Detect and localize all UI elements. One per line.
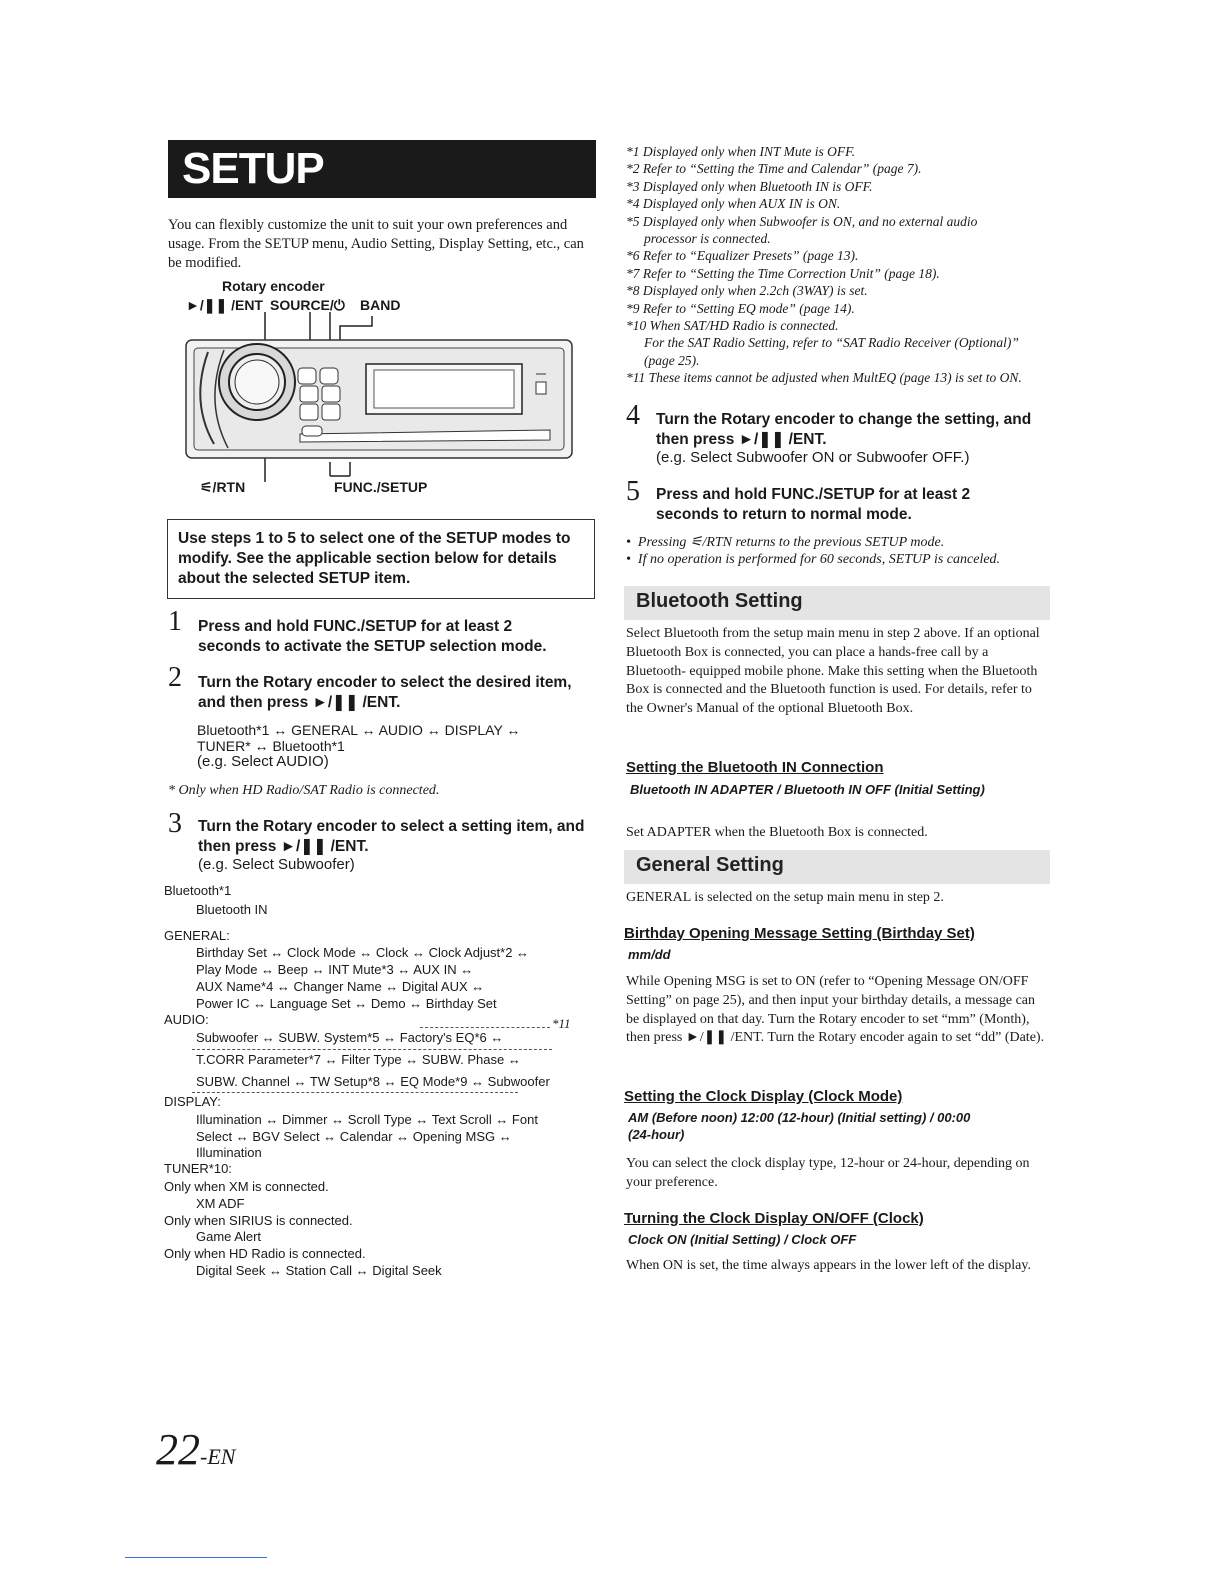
footer-rule	[125, 1557, 267, 1558]
step-number: 5	[626, 476, 640, 507]
step-number: 1	[168, 606, 182, 637]
step4-example: (e.g. Select Subwoofer ON or Subwoofer OFF.)	[656, 449, 970, 466]
section-banner	[168, 140, 596, 198]
bluetooth-in-body: Set ADAPTER when the Bluetooth Box is connected.	[626, 825, 928, 840]
birthday-body: While Opening MSG is set to ON (refer to “Opening Message ON/OFF Setting” on page 25), and then input your birthday details, a message can be displayed on that day. Turn the Rotary encoder to set “mm” (Month), then press ►/❚❚ /ENT. Turn the Rotary encoder again to set “dd” (Date).	[626, 974, 1045, 1046]
footnote: *1 Displayed only when INT Mute is OFF.	[626, 144, 855, 159]
tree-tuner-line: Only when XM is connected.	[164, 1179, 329, 1194]
bluetooth-in-title: Setting the Bluetooth IN Connection	[626, 759, 884, 776]
tree-general-item: Play Mode ↔ Beep ↔ INT Mute*3 ↔ AUX IN ↔	[196, 962, 474, 977]
page-suffix: -EN	[200, 1444, 236, 1469]
bluetooth-in-options: Bluetooth IN ADAPTER / Bluetooth IN OFF (Initial Setting)	[630, 782, 985, 797]
instructions-box	[167, 519, 595, 599]
bluetooth-body: Select Bluetooth from the setup main menu in step 2 above. If an optional Bluetooth Box is connected, you can place a hands-free call by a Bluetooth- equipped mobile phone. Make this setting when the Bluetooth Box is connected and the Bluetooth function is used. For details, refer to the Owner's Manual of the optional Bluetooth Box.	[626, 626, 1040, 717]
tree-general-item: Birthday Set ↔ Clock Mode ↔ Clock ↔ Clock Adjust*2 ↔	[196, 945, 530, 960]
dashed-divider	[192, 1092, 518, 1093]
page-number-value: 22	[156, 1425, 200, 1474]
footnote: *7 Refer to “Setting the Time Correction Unit” (page 18).	[626, 265, 940, 281]
tree-bluetooth-in: Bluetooth IN	[196, 902, 268, 917]
step-number: 4	[626, 400, 640, 431]
tree-general-item: AUX Name*4 ↔ Changer Name ↔ Digital AUX ↔	[196, 979, 485, 994]
footnote: *3 Displayed only when Bluetooth IN is OFF.	[626, 178, 873, 194]
step2-example: (e.g. Select AUDIO)	[197, 753, 329, 770]
general-body: GENERAL is selected on the setup main menu in step 2.	[626, 890, 944, 905]
footnotes	[626, 143, 1066, 387]
step-text: Press and hold FUNC./SETUP for at least 2 seconds to return to normal mode.	[656, 486, 971, 523]
tree-bluetooth: Bluetooth*1	[164, 883, 232, 898]
step-number: 3	[168, 808, 182, 839]
bullet-text: Pressing ⚟/RTN returns to the previous SETUP mode.	[637, 535, 945, 550]
section-header-general	[624, 850, 1050, 884]
tree-tuner: TUNER*10:	[164, 1161, 232, 1176]
tree-audio-item: SUBW. Channel ↔ TW Setup*8 ↔ EQ Mode*9 ↔ Subwoofer	[196, 1074, 550, 1089]
clock-body: When ON is set, the time always appears in the lower left of the display.	[626, 1258, 1031, 1273]
footnote: *2 Refer to “Setting the Time and Calendar” (page 7).	[626, 161, 922, 177]
footnote: *11 These items cannot be adjusted when MultEQ (page 13) is set to ON.	[626, 370, 1022, 386]
clock-title: Turning the Clock Display ON/OFF (Clock)	[624, 1210, 924, 1227]
tree-display: DISPLAY:	[164, 1094, 221, 1109]
step-text: Turn the Rotary encoder to change the setting, and then press ►/❚❚ /ENT.	[656, 411, 1032, 448]
tree-audio-note: *11	[552, 1016, 571, 1031]
step2-note: * Only when HD Radio/SAT Radio is connected.	[168, 783, 440, 798]
birthday-title: Birthday Opening Message Setting (Birthday Set)	[624, 925, 975, 942]
bullet-item: • If no operation is performed for 60 seconds, SETUP is canceled.	[626, 552, 1001, 567]
tree-general: GENERAL:	[164, 928, 230, 943]
bullet-text: If no operation is performed for 60 seconds, SETUP is canceled.	[637, 552, 1001, 567]
head-unit-diagram	[180, 312, 580, 482]
tree-tuner-line: Only when SIRIUS is connected.	[164, 1213, 353, 1228]
tree-audio: AUDIO:	[164, 1012, 209, 1027]
footnote: *8 Displayed only when 2.2ch (3WAY) is set.	[626, 283, 868, 299]
tree-display-item: Illumination ↔ Dimmer ↔ Scroll Type ↔ Text Scroll ↔ Font	[196, 1112, 538, 1127]
tree-tuner-line: XM ADF	[196, 1196, 245, 1211]
footnote: *6 Refer to “Equalizer Presets” (page 13).	[626, 248, 859, 264]
footnote: *5 Displayed only when Subwoofer is ON, and no external audio	[626, 213, 978, 229]
birthday-options: mm/dd	[628, 947, 671, 962]
clock-mode-body: You can select the clock display type, 12-hour or 24-hour, depending on your preference.	[626, 1156, 1030, 1190]
source-label: SOURCE/⏻	[270, 297, 345, 313]
footnote: *9 Refer to “Setting EQ mode” (page 14).	[626, 300, 855, 316]
band-label: BAND	[360, 297, 401, 313]
instructions-text: Use steps 1 to 5 to select one of the SETUP modes to modify. See the applicable section below for details about the selected SETUP item.	[178, 530, 571, 587]
tree-general-item: Power IC ↔ Language Set ↔ Demo ↔ Birthday Set	[196, 996, 497, 1011]
step-text: Turn the Rotary encoder to select a setting item, and then press ►/❚❚ /ENT.	[198, 818, 585, 855]
rotary-encoder-label: Rotary encoder	[222, 278, 325, 294]
footnote-continued: For the SAT Radio Setting, refer to “SAT Radio Receiver (Optional)”	[644, 335, 1019, 351]
dashed-divider	[192, 1049, 552, 1050]
footnote-continued: (page 25).	[644, 352, 700, 368]
play-ent-label: ►/❚❚ /ENT	[186, 297, 263, 313]
tree-tuner-line: Digital Seek ↔ Station Call ↔ Digital Seek	[196, 1263, 442, 1278]
tree-audio-item: T.CORR Parameter*7 ↔ Filter Type ↔ SUBW. Phase ↔	[196, 1052, 521, 1067]
tree-tuner-line: Only when HD Radio is connected.	[164, 1246, 366, 1261]
step-text: Press and hold FUNC./SETUP for at least 2 seconds to activate the SETUP selection mode.	[198, 618, 547, 655]
step-number: 2	[168, 662, 182, 693]
intro-text: You can flexibly customize the unit to suit your own preferences and usage. From the SETUP menu, Audio Setting, Display Setting, etc., can be modified.	[168, 217, 584, 271]
dashed-divider	[420, 1027, 550, 1028]
step2-cycle-line: TUNER* ↔ Bluetooth*1	[197, 738, 345, 754]
rtn-label: ⚟/RTN	[200, 479, 246, 495]
section-header-bluetooth	[624, 586, 1050, 620]
clock-options: Clock ON (Initial Setting) / Clock OFF	[628, 1232, 857, 1247]
footnote: *10 When SAT/HD Radio is connected.	[626, 318, 839, 334]
tree-audio-item: Subwoofer ↔ SUBW. System*5 ↔ Factory's EQ*6 ↔	[196, 1030, 504, 1045]
bullet-item: • Pressing ⚟/RTN returns to the previous SETUP mode.	[626, 535, 945, 550]
func-setup-label: FUNC./SETUP	[334, 479, 428, 495]
tree-display-item: Illumination	[196, 1145, 262, 1160]
footnote-continued: processor is connected.	[644, 231, 771, 247]
tree-display-item: Select ↔ BGV Select ↔ Calendar ↔ Opening MSG ↔	[196, 1129, 512, 1144]
footnote: *4 Displayed only when AUX IN is ON.	[626, 196, 841, 212]
step2-cycle-line: Bluetooth*1 ↔ GENERAL ↔ AUDIO ↔ DISPLAY ↔	[197, 722, 521, 738]
tree-tuner-line: Game Alert	[196, 1229, 262, 1244]
section-title: Bluetooth Setting	[636, 590, 803, 612]
step3-example: (e.g. Select Subwoofer)	[198, 856, 355, 873]
step-text: Turn the Rotary encoder to select the desired item, and then press ►/❚❚ /ENT.	[198, 674, 572, 711]
section-title: General Setting	[636, 854, 784, 876]
clock-mode-options: AM (Before noon) 12:00 (12-hour) (Initial setting) / 00:00 (24-hour)	[628, 1110, 971, 1142]
clock-mode-title: Setting the Clock Display (Clock Mode)	[624, 1088, 903, 1105]
page-title: SETUP	[182, 144, 324, 193]
page-number	[156, 1424, 235, 1475]
